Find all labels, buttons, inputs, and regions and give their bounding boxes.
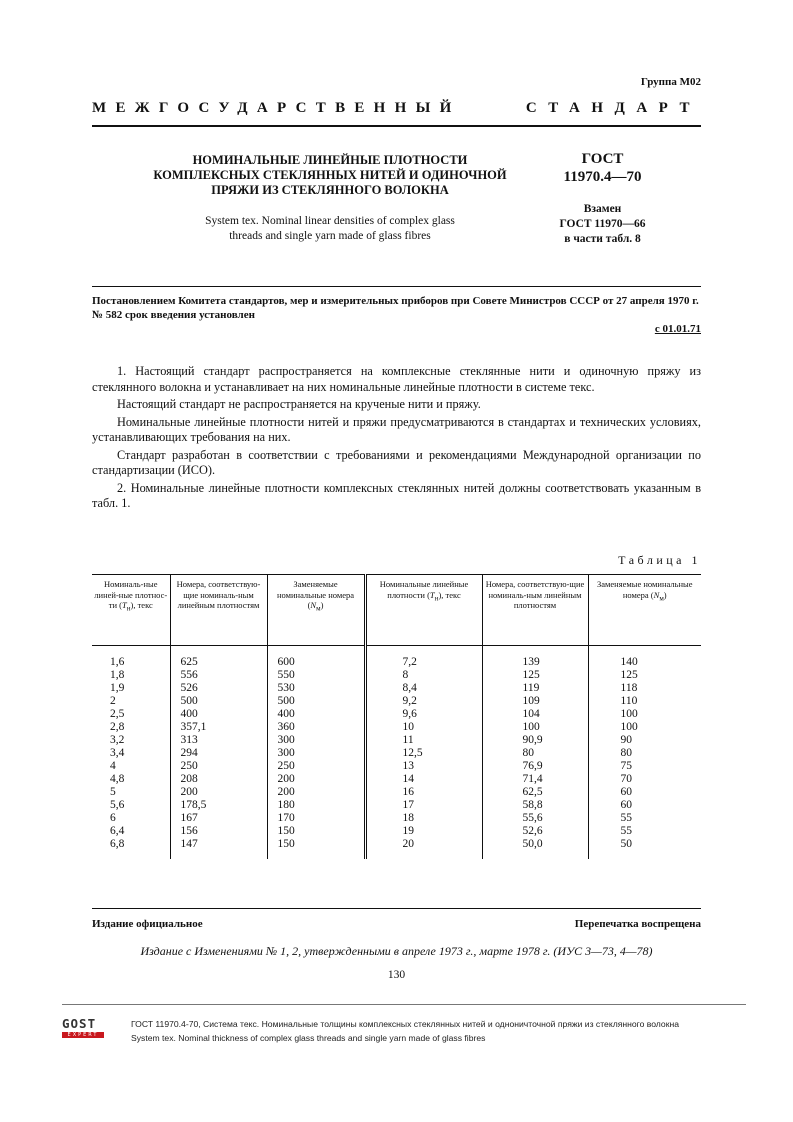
- table-cell: 530: [267, 682, 365, 695]
- table-cell: 19: [365, 825, 482, 838]
- header-text: Заменяемые номинальные номера (: [596, 579, 693, 600]
- table-cell: 180: [267, 799, 365, 812]
- decree-text: Постановлением Комитета стандартов, мер и измерительных приборов при Совете Министров СССР от 27 апреля 1970 г. № 582 срок введения установлен: [92, 295, 699, 321]
- table-cell: 100: [482, 721, 588, 734]
- table-caption: Таблица 1: [618, 553, 701, 567]
- table-cell: 104: [482, 708, 588, 721]
- table-cell: 12,5: [365, 747, 482, 760]
- table-cell: 6: [110, 812, 116, 824]
- table-cell: 250: [170, 760, 267, 773]
- table-cell: 208: [170, 773, 267, 786]
- logo-bar: EXPERT: [62, 1032, 104, 1038]
- table-row: [92, 669, 701, 682]
- table-cell: 6,8: [110, 838, 125, 850]
- column-header: [92, 575, 170, 646]
- table-cell: 200: [170, 786, 267, 799]
- gost-expert-line-en: System tex. Nominal thickness of complex glass threads and single yarn made of glass fibres: [131, 1033, 486, 1043]
- gost-label: ГОСТ: [581, 151, 624, 167]
- table-cell: 200: [267, 786, 365, 799]
- table-row: [92, 838, 701, 859]
- table-cell: 17: [365, 799, 482, 812]
- table-cell: 13: [365, 760, 482, 773]
- table-cell: 1,6: [110, 656, 125, 668]
- banner-interstate: МЕЖГОСУДАРСТВЕННЫЙ: [92, 100, 461, 116]
- table-row: [92, 825, 701, 838]
- table-cell: 400: [170, 708, 267, 721]
- header-subscript: м: [659, 594, 664, 603]
- table-cell: 70: [588, 773, 701, 786]
- table-cell: 5: [110, 786, 116, 798]
- table-cell: 76,9: [482, 760, 588, 773]
- table-cell: 11: [365, 734, 482, 747]
- table-row: [92, 708, 701, 721]
- table-cell: 100: [588, 721, 701, 734]
- table-cell: 16: [365, 786, 482, 799]
- table-cell: 90,9: [482, 734, 588, 747]
- table-row: [92, 773, 701, 786]
- table-cell: 139: [482, 646, 588, 670]
- gost-expert-description: [131, 1017, 679, 1045]
- table-row: [92, 721, 701, 734]
- table-cell: 80: [588, 747, 701, 760]
- table-cell: 156: [170, 825, 267, 838]
- replaces-block: [540, 202, 665, 247]
- gost-expert-rule: [62, 1004, 746, 1005]
- column-header: [482, 575, 588, 646]
- table-cell: 300: [267, 734, 365, 747]
- column-header: [267, 575, 365, 646]
- table-cell: 2,5: [110, 708, 125, 720]
- footer-rule: [92, 908, 701, 909]
- table-row: [92, 682, 701, 695]
- table-cell: 62,5: [482, 786, 588, 799]
- header-symbol: T: [429, 589, 435, 600]
- header-subscript: н: [434, 594, 439, 603]
- replace-standard: ГОСТ 11970—66: [559, 218, 646, 230]
- header-text: Заменяемые номинальные номера (: [276, 579, 355, 610]
- paragraph: 1. Настоящий стандарт распространяется на комплексные стеклянные нити и одиночную пряжу из стеклянного волокна и устанавливает на них номинальные линейные плотности в системе текс.: [92, 364, 701, 394]
- table-cell: 60: [588, 799, 701, 812]
- table-cell: 556: [170, 669, 267, 682]
- column-header: [588, 575, 701, 646]
- paragraph: Настоящий стандарт не распространяется на крученые нити и пряжу.: [117, 397, 481, 411]
- table-cell: 75: [588, 760, 701, 773]
- table-cell: 294: [170, 747, 267, 760]
- table-cell: 80: [482, 747, 588, 760]
- header-subscript: н: [126, 604, 131, 613]
- table-cell: 55: [588, 825, 701, 838]
- table-row: [92, 760, 701, 773]
- table-cell: 1,8: [110, 669, 125, 681]
- title-en-line: threads and single yarn made of glass fibres: [229, 230, 431, 242]
- table-cell: 55: [588, 812, 701, 825]
- gost-expert-line-ru: ГОСТ 11970.4-70, Система текс. Номинальные толщины комплексных стеклянных нитей и одноничточной пряжи из стеклянного волокна: [131, 1019, 679, 1029]
- header-symbol: N: [310, 600, 317, 610]
- table-cell: 118: [588, 682, 701, 695]
- table-row: [92, 646, 701, 670]
- page-number: 130: [387, 969, 406, 981]
- table-row: [92, 747, 701, 760]
- table-cell: 100: [588, 708, 701, 721]
- table-cell: 147: [170, 838, 267, 859]
- gost-designation: [540, 150, 665, 186]
- table-header-row: [92, 575, 701, 646]
- header-rule: [92, 125, 701, 127]
- header-text: Номинальные линейные плотности (: [379, 579, 469, 600]
- title-en-line: System tex. Nominal linear densities of complex glass: [205, 215, 455, 227]
- table-cell: 178,5: [170, 799, 267, 812]
- table-row: [92, 734, 701, 747]
- header-text: Номера, соответствую-щие номиналь-ным линейным плотностям: [176, 579, 261, 610]
- document-title-ru: [150, 153, 510, 198]
- table-cell: 357,1: [170, 721, 267, 734]
- table-cell: 500: [267, 695, 365, 708]
- table-cell: 250: [267, 760, 365, 773]
- table-cell: 7,2: [365, 646, 482, 670]
- header-symbol: N: [653, 589, 660, 600]
- body-text: [92, 364, 701, 514]
- title-line: НОМИНАЛЬНЫЕ ЛИНЕЙНЫЕ ПЛОТНОСТИ: [192, 153, 468, 167]
- table-cell: 50,0: [482, 838, 588, 859]
- table-cell: 400: [267, 708, 365, 721]
- header-text-end: ): [663, 589, 667, 600]
- table-cell: 526: [170, 682, 267, 695]
- official-edition: Издание официальное: [92, 918, 203, 930]
- group-code: Группа М02: [640, 76, 701, 88]
- table-row: [92, 695, 701, 708]
- table-row: [92, 799, 701, 812]
- standard-banner: [92, 100, 701, 117]
- banner-standard: СТАНДАРТ: [525, 100, 701, 116]
- document-title-en: [150, 214, 510, 244]
- table-cell: 52,6: [482, 825, 588, 838]
- table-cell: 6,4: [110, 825, 125, 837]
- table-cell: 109: [482, 695, 588, 708]
- table-cell: 71,4: [482, 773, 588, 786]
- header-text: Номиналь-ные линей-ные плотнос-ти (: [94, 579, 168, 610]
- table-cell: 150: [267, 825, 365, 838]
- decree-rule: [92, 286, 701, 287]
- title-line: ПРЯЖИ ИЗ СТЕКЛЯННОГО ВОЛОКНА: [211, 183, 449, 197]
- table-body: [92, 646, 701, 860]
- table-cell: 50: [588, 838, 701, 859]
- column-header: [365, 575, 482, 646]
- table-cell: 125: [482, 669, 588, 682]
- table-cell: 125: [588, 669, 701, 682]
- table-row: [92, 786, 701, 799]
- header-text-end: ), текс: [438, 589, 461, 600]
- table-cell: 110: [588, 695, 701, 708]
- table-cell: 14: [365, 773, 482, 786]
- table-cell: 90: [588, 734, 701, 747]
- gost-number: 11970.4—70: [563, 169, 642, 185]
- logo-text: GOST: [62, 1016, 97, 1031]
- table-cell: 3,2: [110, 734, 125, 746]
- header-symbol: T: [121, 600, 127, 610]
- densities-table: [92, 574, 701, 859]
- table-cell: 119: [482, 682, 588, 695]
- header-text-end: ), текс: [130, 600, 153, 610]
- table-cell: 550: [267, 669, 365, 682]
- replace-part: в части табл. 8: [564, 233, 641, 245]
- table-cell: 150: [267, 838, 365, 859]
- table-cell: 4: [110, 760, 116, 772]
- header-text: Номера, соответствую-щие номиналь-ным линейным плотностям: [485, 579, 585, 610]
- title-line: КОМПЛЕКСНЫХ СТЕКЛЯННЫХ НИТЕЙ И ОДИНОЧНОЙ: [153, 168, 507, 182]
- table-cell: 4,8: [110, 773, 125, 785]
- paragraph: Стандарт разработан в соответствии с требованиями и рекомендациями Международной организации по стандартизации (ИСО).: [92, 447, 701, 477]
- table-cell: 18: [365, 812, 482, 825]
- table-cell: 2: [110, 695, 116, 707]
- table-cell: 170: [267, 812, 365, 825]
- table-cell: 10: [365, 721, 482, 734]
- effective-date: с 01.01.71: [654, 323, 701, 335]
- paragraph: 2. Номинальные линейные плотности комплексных стеклянных нитей должны соответствовать указанным в табл. 1.: [92, 480, 701, 510]
- table-row: [92, 812, 701, 825]
- table-cell: 300: [267, 747, 365, 760]
- column-header: [170, 575, 267, 646]
- table-cell: 167: [170, 812, 267, 825]
- table-cell: 9,2: [365, 695, 482, 708]
- table-cell: 3,4: [110, 747, 125, 759]
- header-text-end: ): [320, 600, 324, 610]
- table-cell: 140: [588, 646, 701, 670]
- table-cell: 20: [365, 838, 482, 859]
- reprint-notice: Перепечатка воспрещена: [574, 918, 701, 930]
- table-cell: 9,6: [365, 708, 482, 721]
- table-cell: 360: [267, 721, 365, 734]
- table-cell: 60: [588, 786, 701, 799]
- table-cell: 2,8: [110, 721, 125, 733]
- table-cell: 55,6: [482, 812, 588, 825]
- table-cell: 500: [170, 695, 267, 708]
- edition-note: Издание с Изменениями № 1, 2, утвержденными в апреле 1973 г., марте 1978 г. (ИУС 3—73, 4—78): [140, 944, 653, 958]
- table-cell: 600: [267, 646, 365, 670]
- gost-expert-logo: [62, 1018, 104, 1038]
- table-cell: 8: [365, 669, 482, 682]
- header-subscript: м: [316, 604, 321, 613]
- table-cell: 200: [267, 773, 365, 786]
- table-cell: 58,8: [482, 799, 588, 812]
- table-cell: 625: [170, 646, 267, 670]
- replace-label: Взамен: [583, 203, 622, 215]
- paragraph: Номинальные линейные плотности нитей и пряжи предусматриваются в стандартах и технических условиях, устанавливающих требования на них.: [92, 414, 701, 444]
- table-cell: 5,6: [110, 799, 125, 811]
- table-cell: 8,4: [365, 682, 482, 695]
- table-cell: 1,9: [110, 682, 125, 694]
- table-cell: 313: [170, 734, 267, 747]
